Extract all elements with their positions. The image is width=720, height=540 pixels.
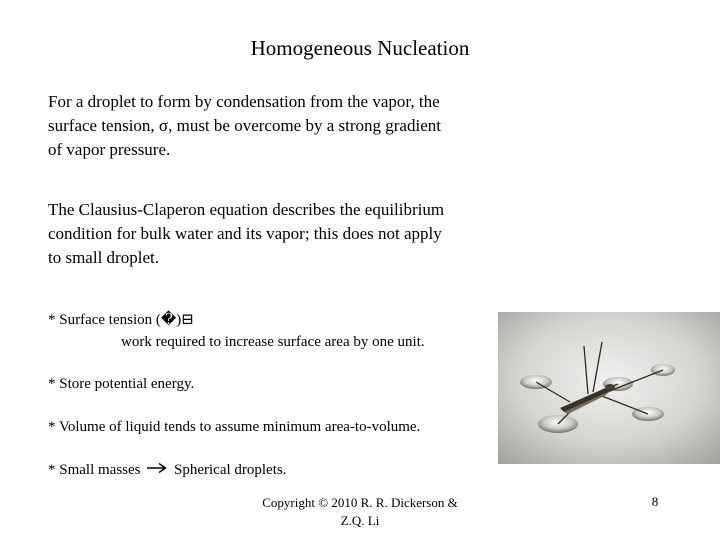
paragraph-line: surface tension, σ, must be overcome by a strong gradient (48, 116, 441, 135)
copyright-footer (240, 494, 480, 530)
slide-title (0, 36, 720, 61)
paragraph-line: to small droplet. (48, 248, 159, 267)
bullet-small-masses-prefix: * Small masses (48, 462, 141, 478)
bullet-surface-tension-detail: work required to increase surface area by one unit. (121, 334, 425, 350)
page-number: 8 (651, 494, 659, 509)
copyright-line: Copyright © 2010 R. R. Dickerson & (262, 495, 458, 510)
paragraph-droplet-formation (48, 90, 528, 162)
bullet-surface-tension: * Surface tension (�)⊟ (48, 312, 194, 328)
water-strider-photo (498, 312, 720, 464)
bullet-small-masses-suffix: Spherical droplets. (174, 462, 287, 478)
paragraph-line: condition for bulk water and its vapor; this does not apply (48, 224, 442, 243)
copyright-line: Z.Q. Li (340, 513, 380, 528)
arrow-right-icon (146, 460, 168, 480)
paragraph-clausius-clapeyron (48, 198, 528, 270)
slide-title-text: Homogeneous Nucleation (250, 36, 470, 60)
paragraph-line: For a droplet to form by condensation from the vapor, the (48, 92, 440, 111)
bullet-volume: * Volume of liquid tends to assume minimum area-to-volume. (48, 419, 421, 435)
paragraph-line: of vapor pressure. (48, 140, 171, 159)
bullet-small-masses (48, 460, 286, 480)
paragraph-line: The Clausius-Claperon equation describes the equilibrium (48, 200, 445, 219)
bullet-potential-energy: * Store potential energy. (48, 376, 195, 392)
